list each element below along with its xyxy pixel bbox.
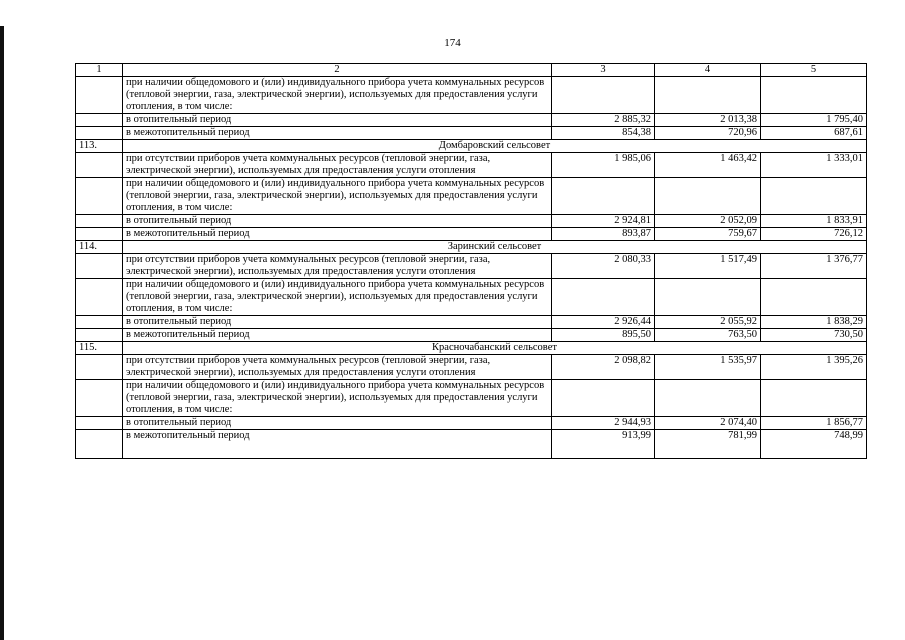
value-cell: 2 074,40 xyxy=(655,417,761,430)
header-cell-2: 2 xyxy=(123,64,552,77)
value-cell: 2 926,44 xyxy=(552,316,655,329)
header-row xyxy=(76,64,867,77)
value-cell: 759,67 xyxy=(655,228,761,241)
table-row xyxy=(76,153,867,178)
value-cell: 2 055,92 xyxy=(655,316,761,329)
value-cell: 2 944,93 xyxy=(552,417,655,430)
value-cell: 1 838,29 xyxy=(761,316,867,329)
page-number: 174 xyxy=(444,37,461,49)
value-cell: 726,12 xyxy=(761,228,867,241)
value-cell: 687,61 xyxy=(761,127,867,140)
section-number: 114. xyxy=(76,241,123,254)
value-cell: 2 052,09 xyxy=(655,215,761,228)
header-cell-4: 4 xyxy=(655,64,761,77)
table-row xyxy=(76,127,867,140)
value-cell: 1 395,26 xyxy=(761,355,867,380)
section-title: Заринский сельсовет xyxy=(123,241,867,254)
table-row xyxy=(76,355,867,380)
section-number: 115. xyxy=(76,342,123,355)
section-title: Красночабанский сельсовет xyxy=(123,342,867,355)
tariff-table xyxy=(75,63,867,459)
value-cell: 2 013,38 xyxy=(655,114,761,127)
interheating-period-label: в межотопительный период xyxy=(123,329,552,342)
table-row xyxy=(76,178,867,215)
value-cell: 1 517,49 xyxy=(655,254,761,279)
section-title: Домбаровский сельсовет xyxy=(123,140,867,153)
absent-meter-text: при отсутствии приборов учета коммунальных ресурсов (тепловой энергии, газа, электрической энергии), используемых для предоставления услуги отопления xyxy=(123,254,552,279)
value-cell: 1 985,06 xyxy=(552,153,655,178)
table-row xyxy=(76,254,867,279)
heating-period-label: в отопительный период xyxy=(123,316,552,329)
table-row xyxy=(76,316,867,329)
table-row xyxy=(76,77,867,114)
value-cell: 2 924,81 xyxy=(552,215,655,228)
value-cell: 763,50 xyxy=(655,329,761,342)
table-row xyxy=(76,380,867,417)
table-row xyxy=(76,417,867,430)
interheating-period-label: в межотопительный период xyxy=(123,228,552,241)
value-cell: 2 098,82 xyxy=(552,355,655,380)
value-cell: 781,99 xyxy=(655,430,761,459)
value-cell: 720,96 xyxy=(655,127,761,140)
table-row xyxy=(76,430,867,459)
heating-period-label: в отопительный период xyxy=(123,417,552,430)
section-row xyxy=(76,241,867,254)
value-cell: 730,50 xyxy=(761,329,867,342)
value-cell: 893,87 xyxy=(552,228,655,241)
table-row xyxy=(76,279,867,316)
present-meter-text: при наличии общедомового и (или) индивидуального прибора учета коммунальных ресурсов (тепловой энергии, газа, электрической энергии), используемых для предоставления услуги отопления, в том числе: xyxy=(123,279,552,316)
absent-meter-text: при отсутствии приборов учета коммунальных ресурсов (тепловой энергии, газа, электрической энергии), используемых для предоставления услуги отопления xyxy=(123,355,552,380)
scan-edge-line xyxy=(0,26,4,640)
header-cell-1: 1 xyxy=(76,64,123,77)
section-row xyxy=(76,342,867,355)
table-row xyxy=(76,228,867,241)
section-row xyxy=(76,140,867,153)
heating-period-label: в отопительный период xyxy=(123,215,552,228)
table-row xyxy=(76,329,867,342)
present-meter-text: при наличии общедомового и (или) индивидуального прибора учета коммунальных ресурсов (тепловой энергии, газа, электрической энергии), используемых для предоставления услуги отопления, в том числе: xyxy=(123,380,552,417)
value-cell: 748,99 xyxy=(761,430,867,459)
value-cell: 1 795,40 xyxy=(761,114,867,127)
header-cell-5: 5 xyxy=(761,64,867,77)
value-cell: 895,50 xyxy=(552,329,655,342)
heating-period-label: в отопительный период xyxy=(123,114,552,127)
value-cell: 2 080,33 xyxy=(552,254,655,279)
value-cell: 1 376,77 xyxy=(761,254,867,279)
value-cell: 1 535,97 xyxy=(655,355,761,380)
value-cell: 854,38 xyxy=(552,127,655,140)
value-cell: 1 463,42 xyxy=(655,153,761,178)
interheating-period-label: в межотопительный период xyxy=(123,127,552,140)
value-cell: 913,99 xyxy=(552,430,655,459)
table-row xyxy=(76,215,867,228)
header-cell-3: 3 xyxy=(552,64,655,77)
interheating-period-label: в межотопительный период xyxy=(123,430,552,459)
value-cell: 2 885,32 xyxy=(552,114,655,127)
section-number: 113. xyxy=(76,140,123,153)
present-meter-text: при наличии общедомового и (или) индивидуального прибора учета коммунальных ресурсов (тепловой энергии, газа, электрической энергии), используемых для предоставления услуги отопления, в том числе: xyxy=(123,178,552,215)
value-cell: 1 856,77 xyxy=(761,417,867,430)
value-cell: 1 833,91 xyxy=(761,215,867,228)
value-cell: 1 333,01 xyxy=(761,153,867,178)
absent-meter-text: при отсутствии приборов учета коммунальных ресурсов (тепловой энергии, газа, электрической энергии), используемых для предоставления услуги отопления xyxy=(123,153,552,178)
present-meter-text: при наличии общедомового и (или) индивидуального прибора учета коммунальных ресурсов (тепловой энергии, газа, электрической энергии), используемых для предоставления услуги отопления, в том числе: xyxy=(123,77,552,114)
table-row xyxy=(76,114,867,127)
